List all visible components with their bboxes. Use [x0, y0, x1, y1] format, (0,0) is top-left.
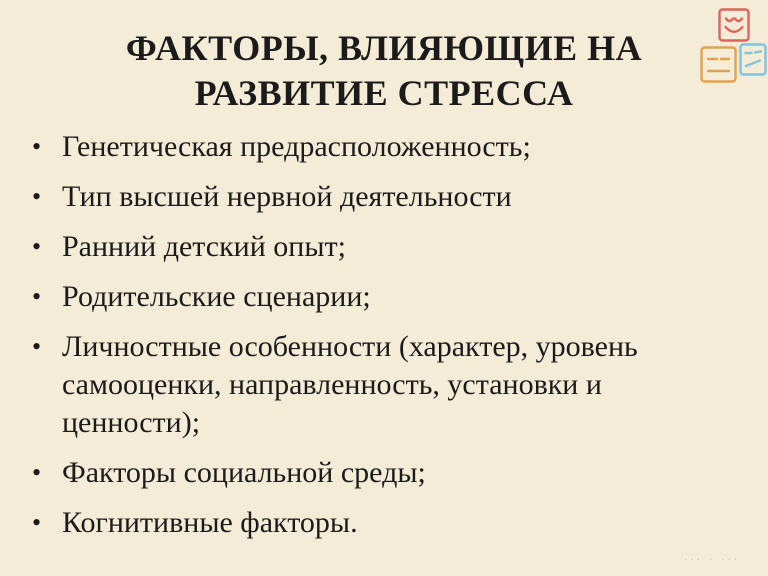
list-item: [32, 178, 724, 216]
emoji-icon-group: [690, 0, 768, 90]
title-line-1: ФАКТОРЫ, ВЛИЯЮЩИЕ НА: [125, 28, 643, 68]
bullet-text: Когнитивные факторы.: [62, 506, 358, 539]
neutral-face-icon: [700, 46, 737, 83]
bullet-marker: •: [32, 332, 42, 361]
list-item: [32, 278, 724, 316]
list-item: [32, 454, 724, 492]
page-title: [0, 26, 768, 116]
bullet-marker: •: [32, 232, 42, 261]
bullet-marker: •: [32, 508, 42, 537]
bullet-text: Личностные особенности (характер, уровень самооценки, направленность, установки и ценности);: [62, 330, 638, 439]
bullet-marker: •: [32, 282, 42, 311]
list-item: [32, 228, 724, 266]
bullet-list: [0, 128, 768, 542]
bullet-text: Генетическая предрасположенность;: [62, 130, 531, 163]
bullet-marker: •: [32, 458, 42, 487]
bullet-text: Тип высшей нервной деятельности: [62, 180, 512, 213]
title-line-2: РАЗВИТИЕ СТРЕССА: [194, 73, 574, 113]
watermark: ··· · ···: [684, 555, 740, 566]
bullet-text: Ранний детский опыт;: [62, 230, 346, 263]
bullet-text: Факторы социальной среды;: [62, 456, 426, 489]
bullet-marker: •: [32, 132, 42, 161]
list-item: [32, 128, 724, 166]
skeptical-face-icon: [739, 43, 767, 76]
happy-face-icon: [718, 8, 750, 42]
bullet-marker: •: [32, 182, 42, 211]
list-item: [32, 504, 724, 542]
list-item: [32, 328, 724, 442]
bullet-text: Родительские сценарии;: [62, 280, 371, 313]
